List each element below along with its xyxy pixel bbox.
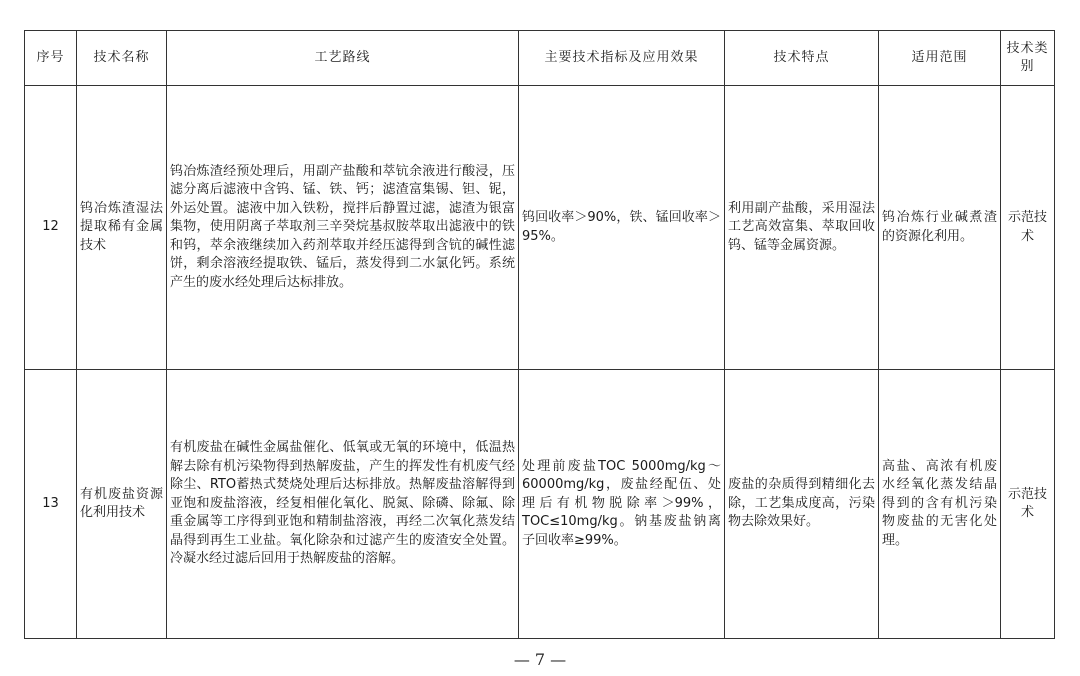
header-tech-name: 技术名称 [77, 31, 167, 86]
page-number: — 7 — [513, 650, 567, 669]
indicators-cell: 钨回收率＞90%，铁、锰回收率＞95%。 [519, 86, 725, 370]
process-route-cell: 有机废盐在碱性金属盐催化、低氧或无氧的环境中，低温热解去除有机污染物得到热解废盐，产生的挥发性有机废气经除尘、RTO蓄热式焚烧处理后达标排放。热解废盐溶解得到亚饱和废盐溶液，经复相催化氧化、脱氮、除磷、除氟、除重金属等工序得到亚饱和精制盐溶液，再经二次氧化蒸发结晶得到再生工业盐。氧化除杂和过滤产生的废渣安全处置。冷凝水经过滤后回用于热解废盐的溶解。 [167, 370, 519, 639]
table-row [25, 86, 1055, 370]
serial-number-cell: 12 [25, 86, 77, 370]
tech-name-cell: 钨冶炼渣湿法提取稀有金属技术 [77, 86, 167, 370]
table-row [25, 370, 1055, 639]
header-features: 技术特点 [725, 31, 879, 86]
header-process-route: 工艺路线 [167, 31, 519, 86]
features-cell: 利用副产盐酸，采用湿法工艺高效富集、萃取回收钨、锰等金属资源。 [725, 86, 879, 370]
header-category: 技术类别 [1001, 31, 1055, 86]
process-route-cell: 钨冶炼渣经预处理后，用副产盐酸和萃钪余液进行酸浸，压滤分离后滤液中含钨、锰、铁、钙；滤渣富集锡、钽、铌，外运处置。滤液中加入铁粉，搅拌后静置过滤，滤渣为银富集物，使用阴离子萃取剂三辛癸烷基叔胺萃取出滤液中的铁和钨，萃余液继续加入药剂萃取并经压滤得到含钪的碱性滤饼，剩余溶液经提取铁、锰后，蒸发得到二水氯化钙。系统产生的废水经处理后达标排放。 [167, 86, 519, 370]
scope-cell: 钨冶炼行业碱煮渣的资源化利用。 [879, 86, 1001, 370]
category-cell: 示范技术 [1001, 370, 1055, 639]
features-cell: 废盐的杂质得到精细化去除，工艺集成度高，污染物去除效果好。 [725, 370, 879, 639]
tech-name-cell: 有机废盐资源化利用技术 [77, 370, 167, 639]
scope-cell: 高盐、高浓有机废水经氧化蒸发结晶得到的含有机污染物废盐的无害化处理。 [879, 370, 1001, 639]
serial-number-cell: 13 [25, 370, 77, 639]
indicators-cell: 处理前废盐TOC 5000mg/kg～60000mg/kg，废盐经配伍、处理后有机物脱除率＞99%，TOC≤10mg/kg。钠基废盐钠离子回收率≥99%。 [519, 370, 725, 639]
header-indicators: 主要技术指标及应用效果 [519, 31, 725, 86]
category-cell: 示范技术 [1001, 86, 1055, 370]
table-header-row [25, 31, 1055, 86]
header-serial-number: 序号 [25, 31, 77, 86]
technology-table [24, 30, 1055, 639]
header-scope: 适用范围 [879, 31, 1001, 86]
